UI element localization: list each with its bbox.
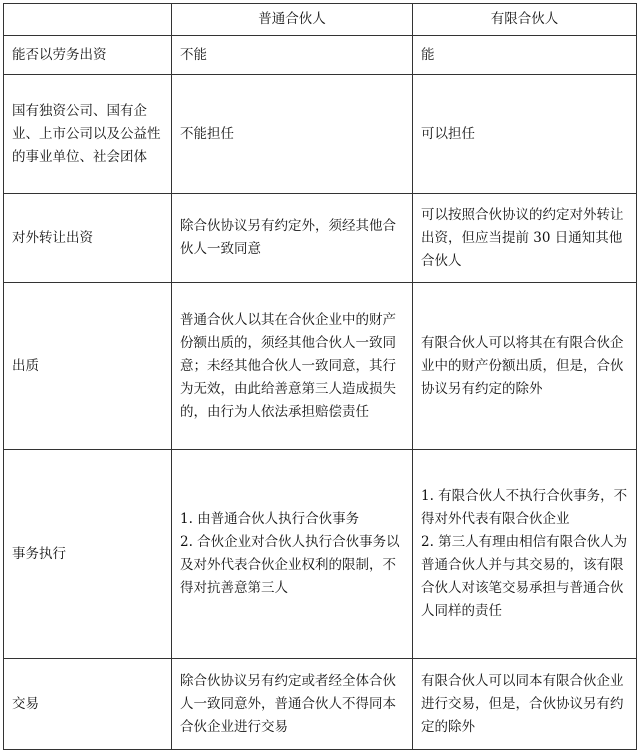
cell-limited-affairs-execution [413,450,637,659]
table-row [4,283,637,450]
row-label-transfer-contribution: 对外转让出资 [4,194,172,283]
limited-execution-point-2: 2. 第三人有理由相信有限合伙人为普通合伙人并与其交易的，该有限合伙人对该笔交易承担与普通合伙人同样的责任 [421,534,628,619]
cell-general-pledge: 普通合伙人以其在合伙企业中的财产份额出质的，须经其他合伙人一致同意；未经其他合伙人一致同意，其行为无效，由此给善意第三人造成损失的，由行为人依法承担赔偿责任 [172,283,413,450]
row-label-affairs-execution: 事务执行 [4,450,172,659]
cell-limited-labor-contribution: 能 [413,36,637,75]
cell-general-eligible-entities: 不能担任 [172,75,413,194]
row-label-transactions: 交易 [4,659,172,750]
table-row [4,450,637,659]
cell-limited-eligible-entities: 可以担任 [413,75,637,194]
header-general-partner: 普通合伙人 [172,4,413,36]
row-label-pledge: 出质 [4,283,172,450]
cell-general-transactions: 除合伙协议另有约定或者经全体合伙人一致同意外，普通合伙人不得同本合伙企业进行交易 [172,659,413,750]
general-execution-point-2: 2. 合伙企业对合伙人执行合伙事务以及对外代表合伙企业权利的限制，不得对抗善意第三人 [180,534,400,596]
cell-general-affairs-execution [172,450,413,659]
table-row [4,659,637,750]
row-label-labor-contribution: 能否以劳务出资 [4,36,172,75]
cell-general-transfer-contribution: 除合伙协议另有约定外，须经其他合伙人一致同意 [172,194,413,283]
cell-limited-transfer-contribution: 可以按照合伙协议的约定对外转让出资，但应当提前 30 日通知其他合伙人 [413,194,637,283]
comparison-table [3,3,637,750]
cell-general-labor-contribution: 不能 [172,36,413,75]
table-row [4,194,637,283]
limited-execution-point-1: 1. 有限合伙人不执行合伙事务，不得对外代表有限合伙企业 [421,488,628,527]
header-limited-partner: 有限合伙人 [413,4,637,36]
cell-limited-transactions: 有限合伙人可以同本有限合伙企业进行交易，但是，合伙协议另有约定的除外 [413,659,637,750]
header-blank-cell [4,4,172,36]
table-row [4,75,637,194]
general-execution-point-1: 1. 由普通合伙人执行合伙事务 [180,511,360,527]
cell-limited-pledge: 有限合伙人可以将其在有限合伙企业中的财产份额出质，但是，合伙协议另有约定的除外 [413,283,637,450]
row-label-eligible-entities: 国有独资公司、国有企业、上市公司以及公益性的事业单位、社会团体 [4,75,172,194]
table-row [4,36,637,75]
table-header-row [4,4,637,36]
